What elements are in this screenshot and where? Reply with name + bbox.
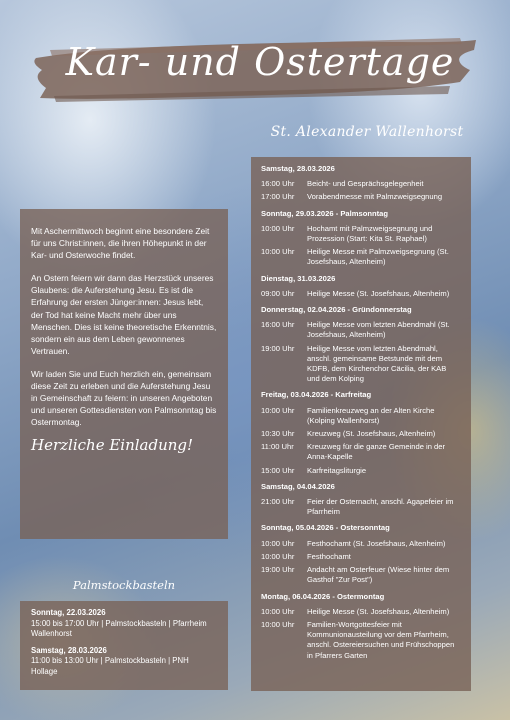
event-text: Heilige Messe mit Palmzweigsegnung (St. Josefshaus, Altenheim) xyxy=(307,247,449,267)
event-row xyxy=(261,320,461,340)
schedule-day xyxy=(261,274,461,299)
event-time: 09:00 Uhr xyxy=(261,288,295,298)
event-text: Beicht- und Gesprächsgelegenheit xyxy=(307,179,424,189)
event-text: Karfreitagsliturgie xyxy=(307,465,367,475)
event-row xyxy=(261,497,461,517)
event-time: 10:00 Uhr xyxy=(261,551,295,561)
event-time: 10:30 Uhr xyxy=(261,429,295,439)
day-title: Sonntag, 29.03.2026 - Palmsonntag xyxy=(261,208,389,218)
event-time: 17:00 Uhr xyxy=(261,192,295,202)
event-row xyxy=(261,442,461,462)
palmstock-title: Palmstockbasteln xyxy=(72,578,176,592)
event-time: 16:00 Uhr xyxy=(261,179,295,189)
event-text: Heilige Messe vom letzten Abendmahl (St. Josefshaus, Altenheim) xyxy=(307,320,450,340)
event-time: 10:00 Uhr xyxy=(261,247,295,257)
event-time: 16:00 Uhr xyxy=(261,320,295,330)
event-time: 10:00 Uhr xyxy=(261,405,295,415)
day-title: Samstag, 28.03.2026 xyxy=(261,164,335,173)
palmstock-details: 11:00 bis 13:00 Uhr | Palmstockbasteln | PNH Hollage xyxy=(31,656,189,676)
event-time: 15:00 Uhr xyxy=(261,465,295,475)
day-title: Samstag, 04.04.2026 xyxy=(261,481,335,491)
event-row xyxy=(261,247,461,267)
event-row xyxy=(261,192,461,202)
event-text: Familienkreuzweg an der Alten Kirche (Kolping Wallenhorst) xyxy=(307,405,435,425)
event-time: 19:00 Uhr xyxy=(261,343,295,353)
intro-panel xyxy=(20,209,228,539)
intro-paragraph: Wir laden Sie und Euch herzlich ein, gemeinsam diese Zeit zu erleben und die Auferstehung Jesu in Gemeinschaft zu feiern: in unseren Angeboten und unseren Gottesdiensten von Palmsonntag bis Ostermontag. xyxy=(31,368,217,428)
event-time: 10:00 Uhr xyxy=(261,619,295,629)
event-row xyxy=(261,406,461,426)
event-row xyxy=(261,344,461,385)
event-time: 10:00 Uhr xyxy=(261,538,295,548)
day-title: Sonntag, 05.04.2026 - Ostersonntag xyxy=(261,523,390,533)
palmstock-date: Samstag, 28.03.2026 xyxy=(31,645,107,655)
palmstock-event xyxy=(31,608,217,640)
event-row xyxy=(261,620,461,661)
day-title: Montag, 06.04.2026 - Ostermontag xyxy=(261,591,385,601)
page-title: Kar- und Ostertage xyxy=(65,40,455,84)
parish-name: St. Alexander Wallenhorst xyxy=(270,124,464,140)
event-text: Kreuzweg (St. Josefshaus, Altenheim) xyxy=(307,429,436,439)
event-row xyxy=(261,539,461,549)
schedule-day xyxy=(261,482,461,518)
palmstock-event xyxy=(31,646,217,678)
event-text: Kreuzweg für die ganze Gemeinde in der Anna-Kapelle xyxy=(307,442,446,462)
schedule-day xyxy=(261,209,461,268)
invitation-text: Herzliche Einladung! xyxy=(31,436,194,455)
schedule-day xyxy=(261,305,461,384)
day-title: Freitag, 03.04.2026 - Karfreitag xyxy=(261,390,372,400)
event-row xyxy=(261,565,461,585)
event-text: Festhochamt xyxy=(307,551,351,561)
day-title: Donnerstag, 02.04.2026 - Gründonnerstag xyxy=(261,305,412,315)
event-text: Familien-Wortgottesfeier mit Kommunionausteilung vor dem Pfarrheim, anschl. Ostereiersuchen und Frühschoppen in Pfarrers Garten xyxy=(307,619,455,660)
event-text: Heilige Messe (St. Josefshaus, Altenheim) xyxy=(307,606,450,616)
event-row xyxy=(261,607,461,617)
event-row xyxy=(261,179,461,189)
event-time: 11:00 Uhr xyxy=(261,442,294,452)
intro-paragraph: An Ostern feiern wir dann das Herzstück unseres Glaubens: die Auferstehung Jesu. Es ist die Erfahrung der ersten Jünger:innen: Jesus lebt, der Tod hat keine Macht mehr über uns Menschen. Dies ist keine theoretische Erkenntnis, sondern ein aus dem Leben gewonnenes Vertrauen. xyxy=(31,273,217,356)
event-text: Heilige Messe vom letzten Abendmahl, anschl. gemeinsame Betstunde mit dem KDFB, dem Kirchenchor Cäcilia, der KAB und dem Kolping xyxy=(307,343,447,384)
event-time: 21:00 Uhr xyxy=(261,497,295,507)
event-time: 10:00 Uhr xyxy=(261,223,295,233)
event-row xyxy=(261,466,461,476)
event-text: Festhochamt (St. Josefshaus, Altenheim) xyxy=(307,538,446,548)
schedule-day xyxy=(261,523,461,585)
day-title: Dienstag, 31.03.2026 xyxy=(261,273,336,283)
schedule-panel xyxy=(251,157,471,691)
event-text: Heilige Messe (St. Josefshaus, Altenheim) xyxy=(307,288,450,298)
event-row xyxy=(261,429,461,439)
intro-paragraph: Mit Aschermittwoch beginnt eine besondere Zeit für uns Christ:innen, die ihren Höhepunkt in der Kar- und Osterwoche findet. xyxy=(31,226,210,261)
event-row xyxy=(261,224,461,244)
event-time: 10:00 Uhr xyxy=(261,606,295,616)
event-row xyxy=(261,289,461,299)
palmstock-date: Sonntag, 22.03.2026 xyxy=(31,608,106,617)
palmstock-details: 15:00 bis 17:00 Uhr | Palmstockbasteln | Pfarrheim Wallenhorst xyxy=(31,618,207,638)
palmstock-panel xyxy=(20,601,228,690)
schedule-day xyxy=(261,390,461,475)
event-time: 19:00 Uhr xyxy=(261,565,295,575)
event-row xyxy=(261,552,461,562)
schedule-day xyxy=(261,592,461,661)
event-text: Feier der Osternacht, anschl. Agapefeier im Pfarrheim xyxy=(307,497,454,517)
schedule-day xyxy=(261,164,461,203)
event-text: Andacht am Osterfeuer (Wiese hinter dem Gasthof "Zur Post") xyxy=(307,565,450,585)
event-text: Vorabendmesse mit Palmzweigsegnung xyxy=(307,192,443,202)
event-text: Hochamt mit Palmzweigsegnung und Prozession (Start: Kita St. Raphael) xyxy=(307,223,433,244)
